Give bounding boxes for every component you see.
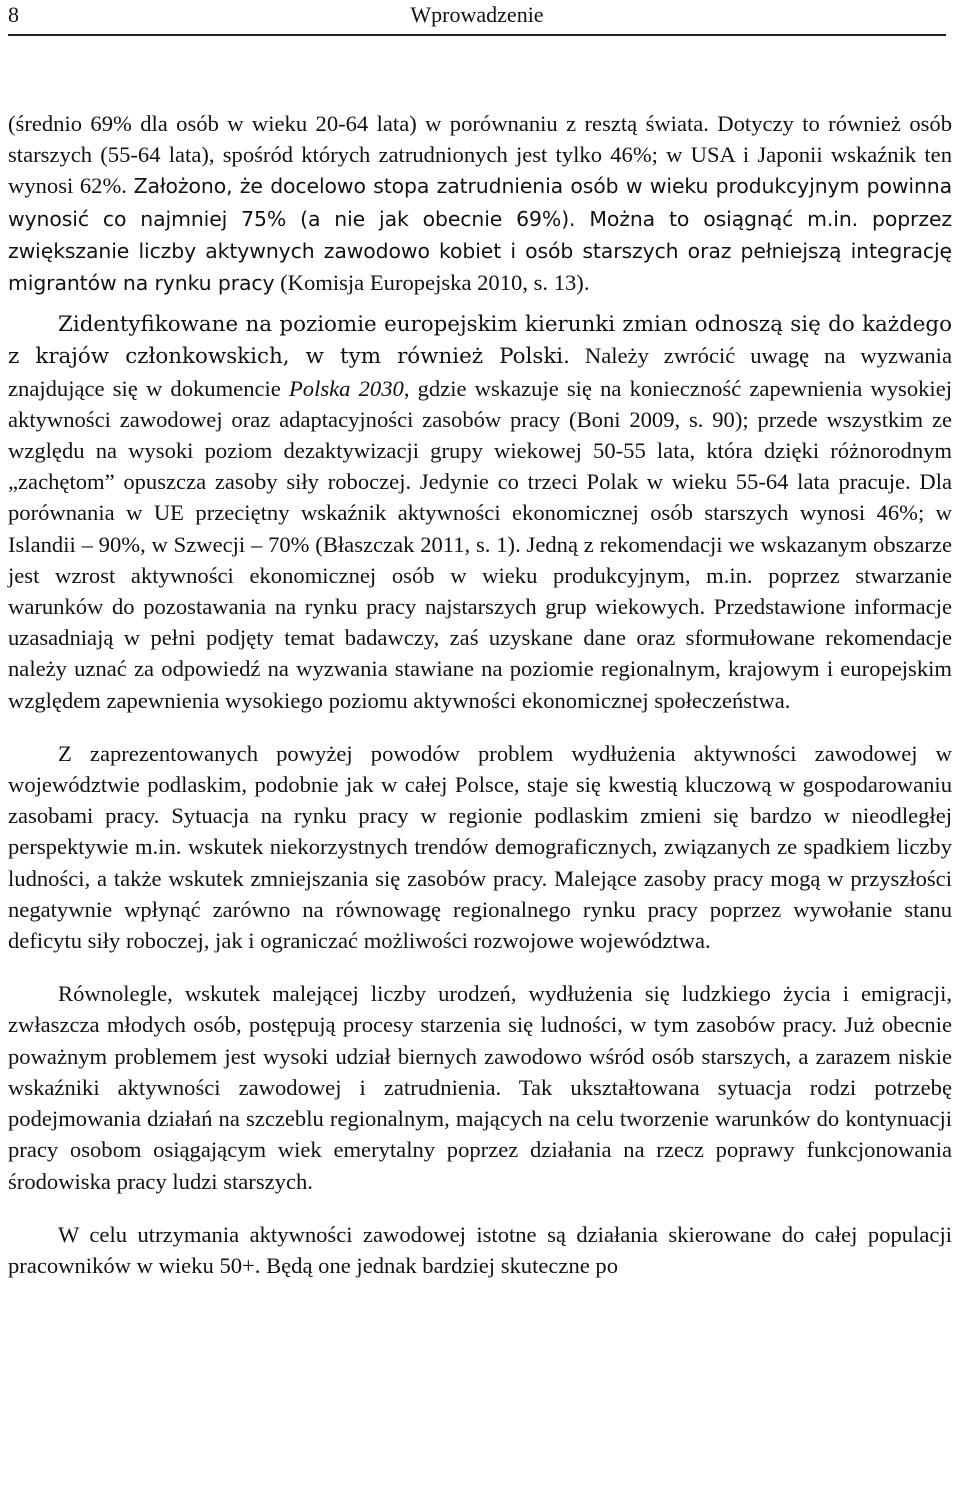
paragraph-1-part-1: (średnio 69% dla osób w wieku 20-64 lata) w porównaniu z resztą świata. Dotyczy to również osób starszych (55-64 lata), spośród których zatrudnionych jest tylko 46%; w USA i Japonii wskaźnik ten wynosi 62%.	[8, 111, 952, 199]
body-text	[8, 108, 952, 1281]
paragraph-5: W celu utrzymania aktywności zawodowej istotne są działania skierowane do całej populacji pracowników w wieku 50+. Będą one jednak bardziej skuteczne po	[8, 1221, 952, 1278]
paragraph-gap	[8, 956, 952, 978]
running-title: Wprowadzenie	[410, 2, 544, 27]
paragraph-2-part-2: Należy zwrócić uwagę na wyzwania znajdujące się w dokumencie	[8, 343, 952, 401]
paragraph-gap	[8, 1197, 952, 1219]
page-header	[8, 0, 946, 36]
paragraph-1-part-3: (Komisja Europejska 2010, s. 13).	[274, 270, 590, 296]
paragraph-gap	[8, 299, 952, 308]
paragraph-gap	[8, 716, 952, 738]
paragraph-3: Z zaprezentowanych powyżej powodów problem wydłużenia aktywności zawodowej w województwie podlaskim, podobnie jak w całej Polsce, staje się kwestią kluczową w gospodarowaniu zasobami pracy. Sytuacja na rynku pracy w regionie podlaskim zmieni się bardzo w nieodległej perspektywie m.in. wskutek niekorzystnych trendów demograficznych, związanych ze spadkiem liczby ludności, a także wskutek zmniejszania się zasobów pracy. Malejące zasoby pracy mogą w przyszłości negatywnie wpłynąć zarówno na równowagę regionalnego rynku pracy poprzez wywołanie stanu deficytu siły roboczej, jak i ograniczać możliwości rozwojowe województwa.	[8, 740, 952, 954]
paragraph-2	[8, 308, 952, 716]
paragraph-2-part-4: , gdzie wskazuje się na konieczność zapewnienia wysokiej aktywności zawodowej oraz adaptacyjności zasobów pracy (Boni 2009, s. 90); przede wszystkim ze względu na wysoki poziom dezaktywizacji grupy wiekowej 50-55 lata, która dzięki różnorodnym „zachętom” opuszcza zasoby siły roboczej. Jedynie co trzeci Polak w wieku 55-64 lata pracuje. Dla porównania w UE przeciętny wskaźnik aktywności ekonomicznej osób starszych wynosi 46%; w Islandii – 90%, w Szwecji – 70% (Błaszczak 2011, s. 1). Jedną z rekomendacji we wskazanym obszarze jest wzrost aktywności ekonomicznej osób w wieku produkcyjnym, m.in. poprzez stwarzanie warunków do pozostawania na rynku pracy najstarszych grup wiekowych. Przedstawione informacje uzasadniają w pełni podjęty temat badawczy, zaś uzyskane dane oraz sformułowane rekomendacje należy uznać za odpowiedź na wyzwania stawiane na poziomie regionalnym, krajowym i europejskim względem zapewnienia wysokiego poziomu aktywności ekonomicznej społeczeństwa.	[8, 375, 952, 713]
page-number: 8	[8, 2, 19, 27]
paragraph-1-part-2: Założono, że docelowo stopa zatrudnienia osób w wieku produkcyjnym powinna wynosić co najmniej 75% (a nie jak obecnie 69%). Można to osiągnąć m.in. poprzez zwiększanie liczby aktywnych zawodowo kobiet i osób starszych oraz pełniejszą integrację migrantów na rynku pracy	[8, 174, 953, 296]
paragraph-2-part-1: Zidentyfikowane na poziomie europejskim kierunki zmian odnoszą się do każdego z krajów członkowskich, w tym również Polski.	[8, 312, 952, 370]
paragraph-1	[8, 108, 952, 299]
document-title: Polska 2030	[288, 375, 404, 401]
paragraph-4: Równolegle, wskutek malejącej liczby urodzeń, wydłużenia się ludzkiego życia i emigracji, zwłaszcza młodych osób, postępują procesy starzenia się ludności, w tym zasobów pracy. Już obecnie poważnym problemem jest wysoki udział biernych zawodowo wśród osób starszych, a zarazem niskie wskaźniki aktywności zawodowej i zatrudnienia. Tak ukształtowana sytuacja rodzi potrzebę podejmowania działań na szczeblu regionalnym, mających na celu tworzenie warunków do kontynuacji pracy osobom osiągającym wiek emerytalny poprzez działania na rzecz poprawy funkcjonowania środowiska pracy ludzi starszych.	[8, 981, 952, 1194]
